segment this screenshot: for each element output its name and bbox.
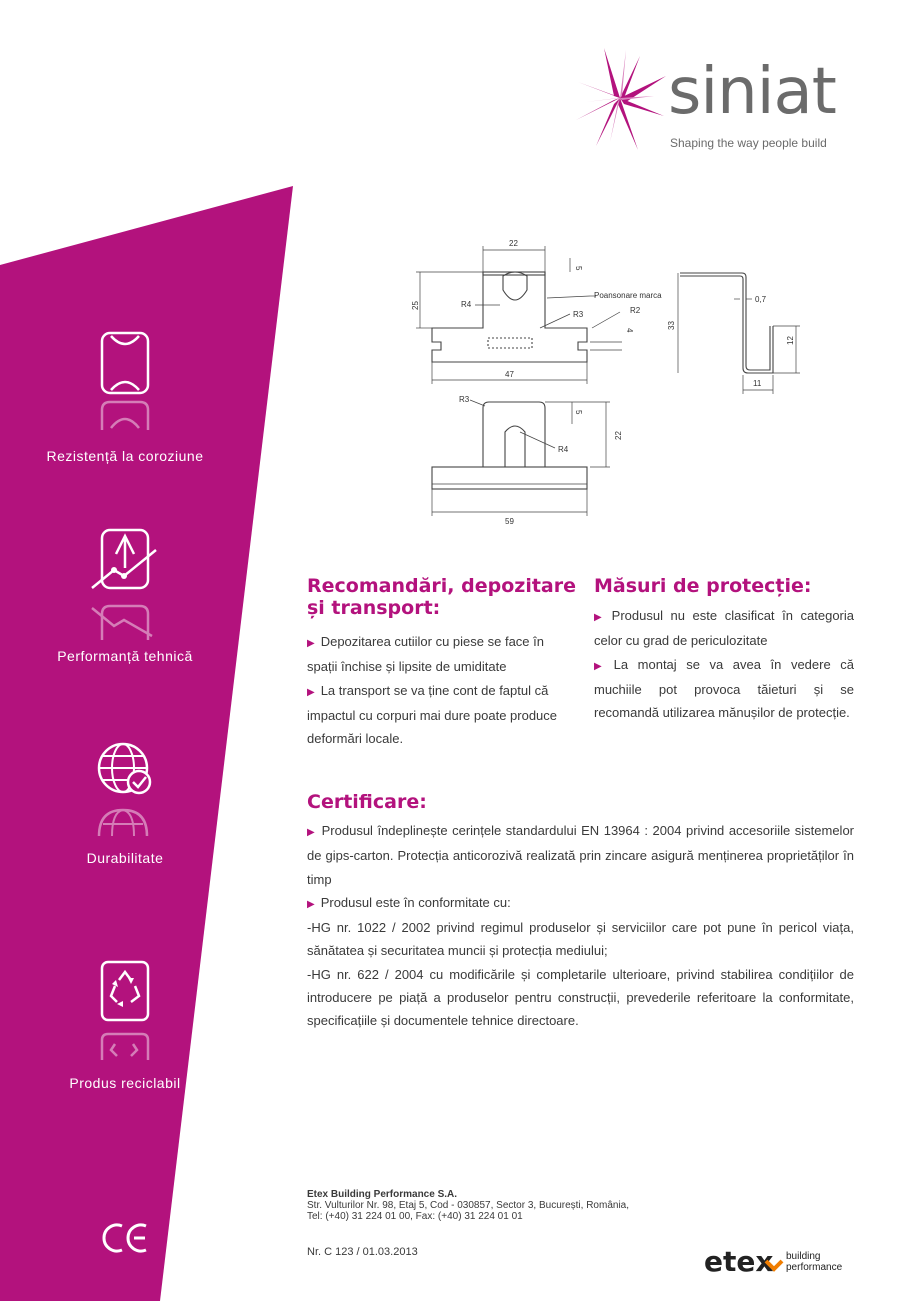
dim-label: 25 [411,301,420,310]
list-item [594,604,854,653]
etex-logo-graphic [704,1247,864,1277]
contact-line: Tel: (+40) 31 224 01 00, Fax: (+40) 31 224 01 01 [307,1211,523,1222]
etex-tagline-1: building [786,1251,821,1262]
corrosion-resistance-icon [95,330,155,430]
regulation-text: -HG nr. 1022 / 2002 privind regimul produselor și serviciilor care pot pune în pericol viața, sănătatea și securitatea muncii și protecția mediului; [307,920,854,959]
dim-label: 5 [574,410,583,415]
dim-label: 0,7 [755,295,767,304]
protection-title: Măsuri de protecție: [594,575,812,597]
list-item-text: Depozitarea cutiilor cu piese se face în spații închise și lipsite de umiditate [307,634,544,675]
feature-performance [0,524,250,664]
list-item-text: Produsul este în conformitate cu: [320,894,511,910]
ce-mark-icon [102,1222,150,1254]
list-item [307,630,569,679]
dim-label: 33 [667,321,676,330]
bullet-icon: ▶ [307,638,315,649]
recommendations-title: Recomandări, depozitare și transport: [307,575,576,619]
document-number: Nr. C 123 / 01.03.2013 [307,1246,418,1258]
dim-label: 59 [505,517,514,526]
feature-label: Produs reciclabil [69,1075,181,1091]
bullet-icon: ▶ [594,612,606,623]
regulation-text: -HG nr. 622 / 2004 cu modificările și completarile ulterioare, privind stabilirea condițiilor de introducere pe piață a produselor pentru construcții, prevederile referitoare la conformitate, specificațiile și documentele tehnice directoare. [307,966,854,1029]
etex-logo [704,1247,864,1282]
certification-title: Certificare: [307,791,427,813]
dim-label: R2 [630,306,641,315]
feature-label: Performanță tehnică [57,648,193,664]
globe-check-icon [95,740,155,836]
list-item-text: Produsul nu este clasificat în categoria celor cu grad de periculozitate [594,608,854,649]
bullet-icon: ▶ [307,686,315,698]
feature-label: Durabilitate [86,850,164,866]
brand-name: siniat [668,55,836,129]
recycle-icon [95,960,155,1060]
list-item [307,891,854,916]
list-item [594,653,854,725]
dim-label: 22 [614,431,623,440]
bullet-icon: ▶ [307,827,316,838]
star-burst-icon [574,46,666,156]
bullet-icon: ▶ [307,898,315,910]
dim-label: 12 [786,336,795,345]
footer-address [307,1189,629,1222]
siniat-logo [574,46,864,156]
dim-label: 22 [509,239,518,248]
list-item-text: La transport se va ține cont de faptul că impactul cu corpuri mai dure poate produce deformări locale. [307,682,558,747]
feature-durability [0,740,250,866]
list-item [307,819,854,891]
feature-label: Rezistență la coroziune [46,448,204,464]
certification-text [307,819,854,1033]
etex-wordmark: etex [704,1245,774,1278]
address-line: Str. Vulturilor Nr. 98, Etaj 5, Cod - 030857, Sector 3, București, România, [307,1200,630,1211]
dim-label: 47 [505,370,514,379]
list-item-text: La montaj se va avea în vedere că muchiile pot provoca tăieturi și se recomandă utilizarea mănușilor de protecție. [594,656,854,721]
dim-label: R3 [459,395,470,404]
dim-label: 11 [753,379,762,388]
dim-label: 5 [574,266,583,271]
protection-list [594,604,854,724]
dim-label: 4 [625,328,634,333]
list-item-text: Produsul îndeplinește cerințele standardului EN 13964 : 2004 privind accesoriile sistemelor de gips-carton. Protecția anticorozivă realizată prin zincare asigură menținerea proprietăților în timp [307,823,855,887]
company-name: Etex Building Performance S.A. [307,1189,458,1200]
list-item [307,679,569,751]
dim-label: R3 [573,310,584,319]
feature-recyclable [0,960,250,1092]
recommendations-list [307,630,569,750]
bullet-icon: ▶ [594,660,608,672]
etex-tagline-2: performance [786,1262,843,1273]
brand-tagline: Shaping the way people build [670,136,827,150]
technical-performance-icon [90,524,160,640]
feature-corrosion [0,330,250,464]
technical-drawing [406,234,795,526]
dim-label: R4 [461,300,472,309]
feature-label [0,1074,250,1092]
dim-label: Poansonare marca [594,291,662,300]
dim-label: R4 [558,445,569,454]
